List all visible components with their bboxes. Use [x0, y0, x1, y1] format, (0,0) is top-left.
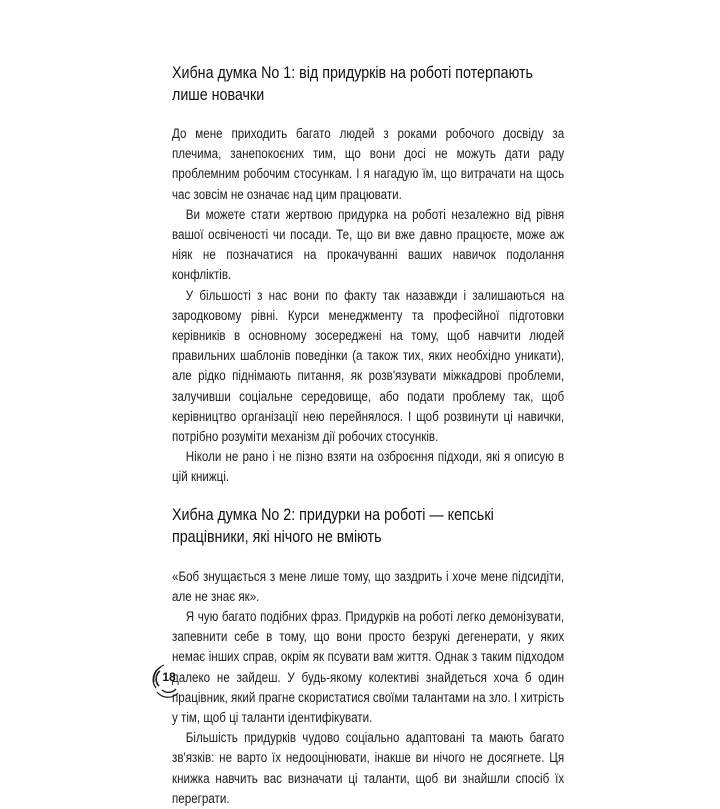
page-number: 18: [162, 670, 176, 684]
paragraph: Ви можете стати жертвою придурка на роботі незалежно від рівня вашої освіченості чи посади. Те, що ви вже давно працюєте, може аж ніяк не позначатися на прокачуванні ваших навичок подолання конфліктів.: [172, 206, 565, 283]
page-content: [172, 62, 564, 809]
section-heading-1: Хибна думка No 1: від придурків на роботі потерпають лише новачки: [172, 63, 533, 104]
quote-paragraph: «Боб знущається з мене лише тому, що заздрить і хоче мене підсидіти, але не знає як».: [172, 568, 565, 604]
paragraph: Більшість придурків чудово соціально адаптовані та мають багато зв'язків: не варто їх недооцінювати, інакше ви нічого не досягнете. Ця книжка навчить вас визначати ці таланти, щоб ви знайшли спосіб їх переграти.: [172, 730, 565, 806]
paragraph: Ніколи не рано і не пізно взяти на озброєння підходи, які я описую в цій книжці.: [172, 449, 565, 485]
section-heading-2: Хибна думка No 2: придурки на роботі — кепські працівники, які нічого не вміють: [172, 504, 494, 546]
paragraph: До мене приходить багато людей з роками робочого досвіду за плечима, занепокоєних тим, що вони досі не можуть дати раду проблемним робочим стосункам. І я нагадую їм, що витрачати на щось час зовсім не означає над цим працювати.: [172, 126, 565, 202]
page-number-badge: [152, 662, 186, 696]
paragraph: Я чую багато подібних фраз. Придурків на роботі легко демонізувати, запевнити себе в тому, що вони просто безрукі дегенерати, у яких немає інших справ, окрім як псувати вам життя. Однак з таким підходом далеко не зайдеш. У будь-якому колективі знайдеться хоча б один працівник, який прагне скористатися своїми талантами на зло. І хитрість у тім, щоб ці таланти ідентифікувати.: [172, 609, 565, 726]
paragraph: У більшості з нас вони по факту так назавжди і залишаються на зародковому рівні. Курси менеджменту та професійної підготовки керівників в основному зосереджені на тому, щоб навчити людей правильних шаблонів поведінки (а також тих, яких необхідно уникати), але рідко піднімають питання, як розв'язувати міжкадрові проблеми, залучивши соціальне середовище, або подати проблему так, щоб керівництво організації нею перейнялося. І щоб розвинути ці навички, потрібно розуміти механізм дії робочих стосунків.: [172, 287, 565, 445]
